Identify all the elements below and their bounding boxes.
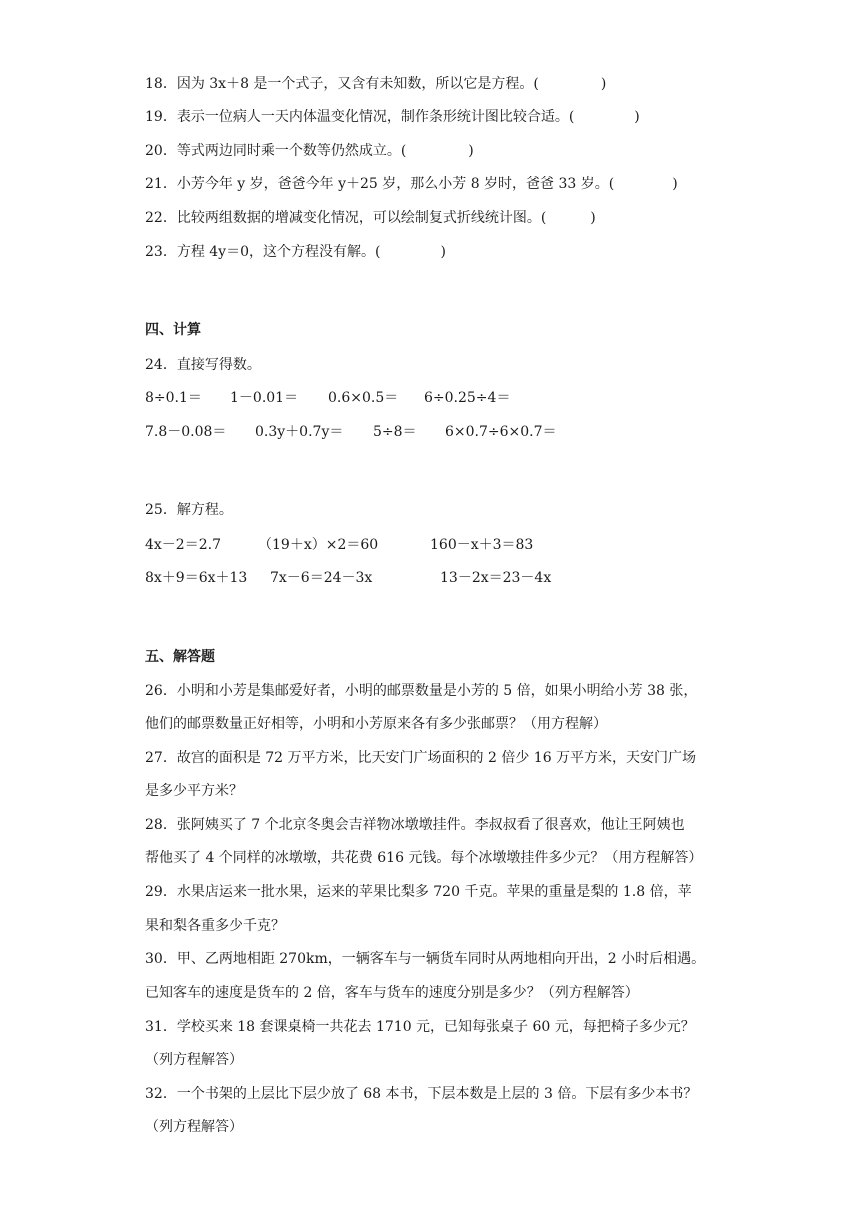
quick-calc-item: 1－0.01＝ (230, 390, 299, 406)
quick-calc-item: 8÷0.1＝ (145, 390, 202, 406)
question-text: 20．等式两边同时乘一个数等仍然成立。( (145, 143, 407, 159)
quick-calc-item: 5÷8＝ (373, 424, 417, 440)
problem-line: 27．故宫的面积是 72 万平方米，比天安门广场面积的 2 倍少 16 万平方米，天安门广场 (145, 750, 697, 766)
answer-close-paren: ) (600, 76, 607, 92)
question-22 (145, 208, 596, 228)
answer-close-paren: ) (672, 176, 678, 192)
equation-item: 4x－2＝2.7 (145, 537, 221, 553)
problem-line: （列方程解答） (145, 1119, 243, 1135)
problem-line: 是多少平方米？ (145, 783, 243, 799)
problem-line: 26．小明和小芳是集邮爱好者，小明的邮票数量是小芳的 5 倍，如果小明给小芳 38 张， (145, 683, 698, 699)
question-text: 22．比较两组数据的增减变化情况，可以绘制复式折线统计图。( (145, 210, 547, 226)
quick-calc-item: 7.8－0.08＝ (145, 424, 227, 440)
equation-item: 13－2x＝23－4x (440, 570, 552, 586)
quick-calc-item: 0.3y＋0.7y＝ (255, 424, 344, 440)
question-20 (145, 141, 474, 161)
answer-close-paren: ) (468, 143, 474, 159)
question-text: 18．因为 3x＋8 是一个式子，又含有未知数，所以它是方程。( (145, 76, 539, 92)
problem-line: 31．学校买来 18 套课桌椅一共花去 1710 元，已知每张桌子 60 元，每把椅子多少元？ (145, 1019, 695, 1035)
equation-item: 160－x＋3＝83 (430, 537, 534, 553)
quick-calc-item: 6÷0.25÷4＝ (424, 390, 511, 406)
question-23 (145, 242, 446, 262)
problem-line: 28．张阿姨买了 7 个北京冬奥会吉祥物冰墩墩挂件。李叔叔看了很喜欢，他让王阿姨也 (145, 817, 685, 833)
problem-line: 果和梨各重多少千克？ (145, 918, 285, 934)
answer-close-paren: ) (590, 210, 596, 226)
equation-item: 7x－6＝24－3x (270, 570, 373, 586)
question-19 (145, 107, 640, 127)
equation-item: （19＋x）×2＝60 (258, 537, 379, 553)
problem-line: 32．一个书架的上层比下层少放了 68 本书，下层本数是上层的 3 倍。下层有多少本书？ (145, 1086, 698, 1102)
problem-line: 29．水果店运来一批水果，运来的苹果比梨多 720 千克。苹果的重量是梨的 1.8 倍，苹 (145, 884, 692, 900)
problem-line: 他们的邮票数量正好相等，小明和小芳原来各有多少张邮票？（用方程解） (145, 716, 607, 732)
question-text: 19．表示一位病人一天内体温变化情况，制作条形统计图比较合适。( (145, 109, 575, 125)
question-25: 25．解方程。 (145, 502, 233, 518)
equation-item: 8x＋9＝6x＋13 (145, 570, 248, 586)
answer-close-paren: ) (440, 244, 446, 260)
question-21 (145, 174, 678, 194)
quick-calc-item: 0.6×0.5＝ (328, 390, 399, 406)
section-heading-word-problems: 五、解答题 (145, 649, 215, 665)
question-18 (145, 74, 606, 94)
section-heading-calculation: 四、计算 (145, 322, 201, 338)
question-24: 24．直接写得数。 (145, 357, 261, 373)
problem-line: 已知客车的速度是货车的 2 倍，客车与货车的速度分别是多少？（列方程解答） (145, 985, 639, 1001)
problem-line: （列方程解答） (145, 1052, 243, 1068)
answer-close-paren: ) (634, 109, 640, 125)
problem-line: 30．甲、乙两地相距 270km，一辆客车与一辆货车同时从两地相向开出，2 小时后相遇。 (145, 951, 706, 967)
problem-line: 帮他买了 4 个同样的冰墩墩，共花费 616 元钱。每个冰墩墩挂件多少元？（用方程解答） (145, 850, 703, 866)
question-text: 21．小芳今年 y 岁，爸爸今年 y＋25 岁，那么小芳 8 岁时，爸爸 33 岁。( (145, 176, 615, 192)
quick-calc-item: 6×0.7÷6×0.7＝ (445, 424, 557, 440)
question-text: 23．方程 4y＝0，这个方程没有解。( (145, 244, 381, 260)
